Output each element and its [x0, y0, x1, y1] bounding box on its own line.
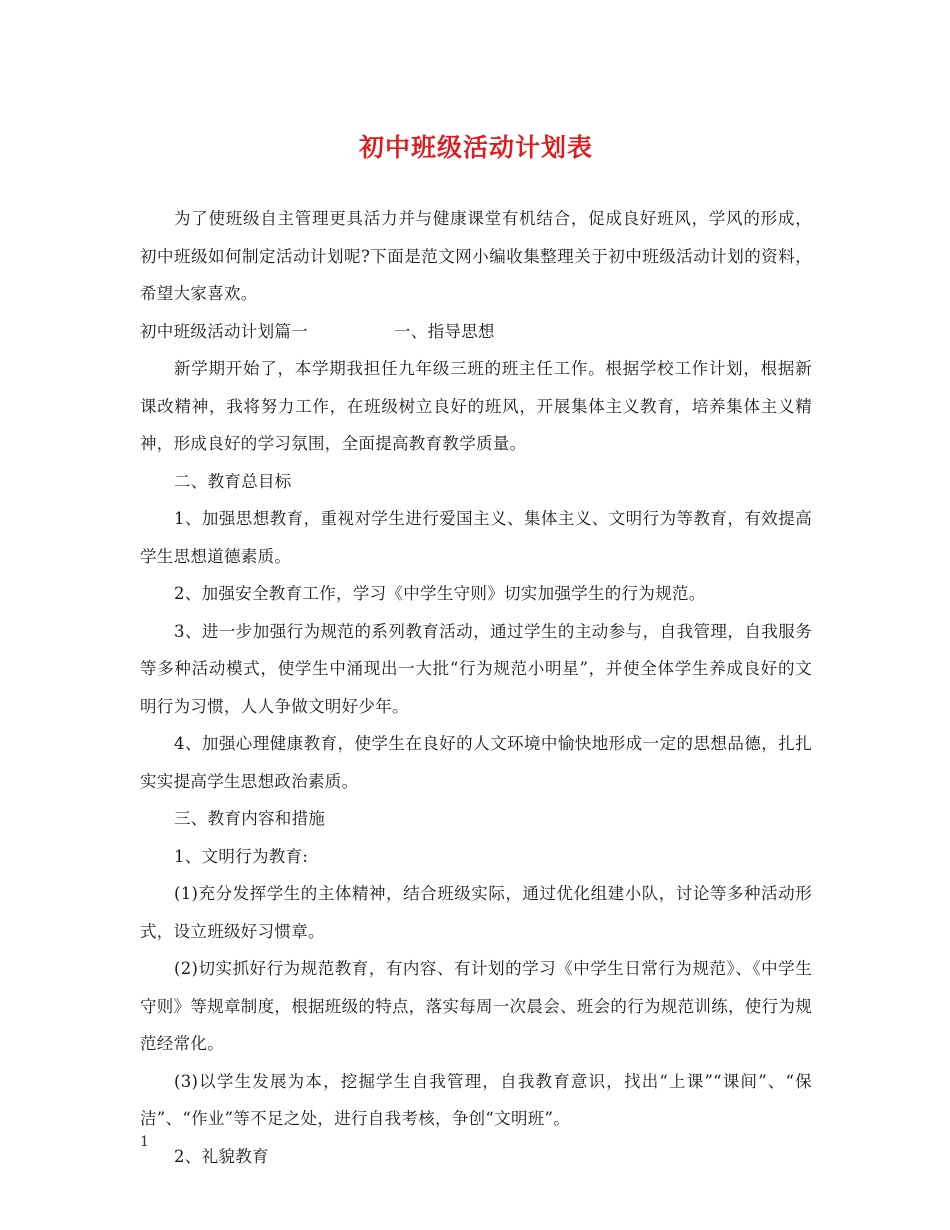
measure-item-2: (2)切实抓好行为规范教育，有内容、有计划的学习《中学生日常行为规范》、《中学生守则》等规章制度，根据班级的特点，落实每周一次晨会、班会的行为规范训练，使行为规范经常化。 — [140, 959, 812, 1053]
goal-item-3: 3、进一步加强行为规范的系列教育活动，通过学生的主动参与，自我管理，自我服务等多种活动模式，使学生中涌现出一大批“行为规范小明星”，并使全体学生养成良好的文明行为习惯，人人争做文明好少年。 — [140, 621, 812, 716]
goal-item-1: 1、加强思想教育，重视对学生进行爱国主义、集体主义、文明行为等教育，有效提高学生思想道德素质。 — [140, 509, 812, 566]
measure-heading-civility: 1、文明行为教育: — [174, 846, 309, 866]
heading-overall-goal: 二、教育总目标 — [174, 471, 292, 491]
page-number: 1 — [140, 1134, 149, 1150]
measure-item-1: (1)充分发挥学生的主体精神，结合班级实际，通过优化组建小队，讨论等多种活动形式，设立班级好习惯章。 — [140, 884, 812, 941]
heading-content-measures: 三、教育内容和措施 — [174, 809, 326, 828]
goal-item-2: 2、加强安全教育工作，学习《中学生守则》切实加强学生的行为规范。 — [174, 584, 706, 603]
section-heading-line — [140, 313, 812, 351]
document-title: 初中班级活动计划表 — [358, 133, 593, 162]
measure-item-3: (3)以学生发展为本，挖掘学生自我管理，自我教育意识，找出“上课”“课间”、“保洁”、“作业”等不足之处，进行自我考核，争创“文明班”。 — [140, 1071, 812, 1128]
goal-item-4: 4、加强心理健康教育，使学生在良好的人文环境中愉快地形成一定的思想品德，扎扎实实提高学生思想政治素质。 — [140, 734, 812, 791]
document-page — [140, 0, 812, 1230]
section-label: 初中班级活动计划篇一 — [140, 321, 308, 341]
paragraph-guiding-thought: 新学期开始了，本学期我担任九年级三班的班主任工作。根据学校工作计划，根据新课改精神，我将努力工作，在班级树立良好的班风，开展集体主义教育，培养集体主义精神，形成良好的学习氛围，全面提高教育教学质量。 — [140, 359, 812, 453]
intro-paragraph: 为了使班级自主管理更具活力并与健康课堂有机结合，促成良好班风，学风的形成，初中班级如何制定活动计划呢?下面是范文网小编收集整理关于初中班级活动计划的资料，希望大家喜欢。 — [140, 209, 812, 303]
measure-heading-courtesy: 2、礼貌教育 — [174, 1146, 269, 1166]
document-body — [140, 200, 812, 1175]
section-heading: 一、指导思想 — [394, 321, 495, 341]
